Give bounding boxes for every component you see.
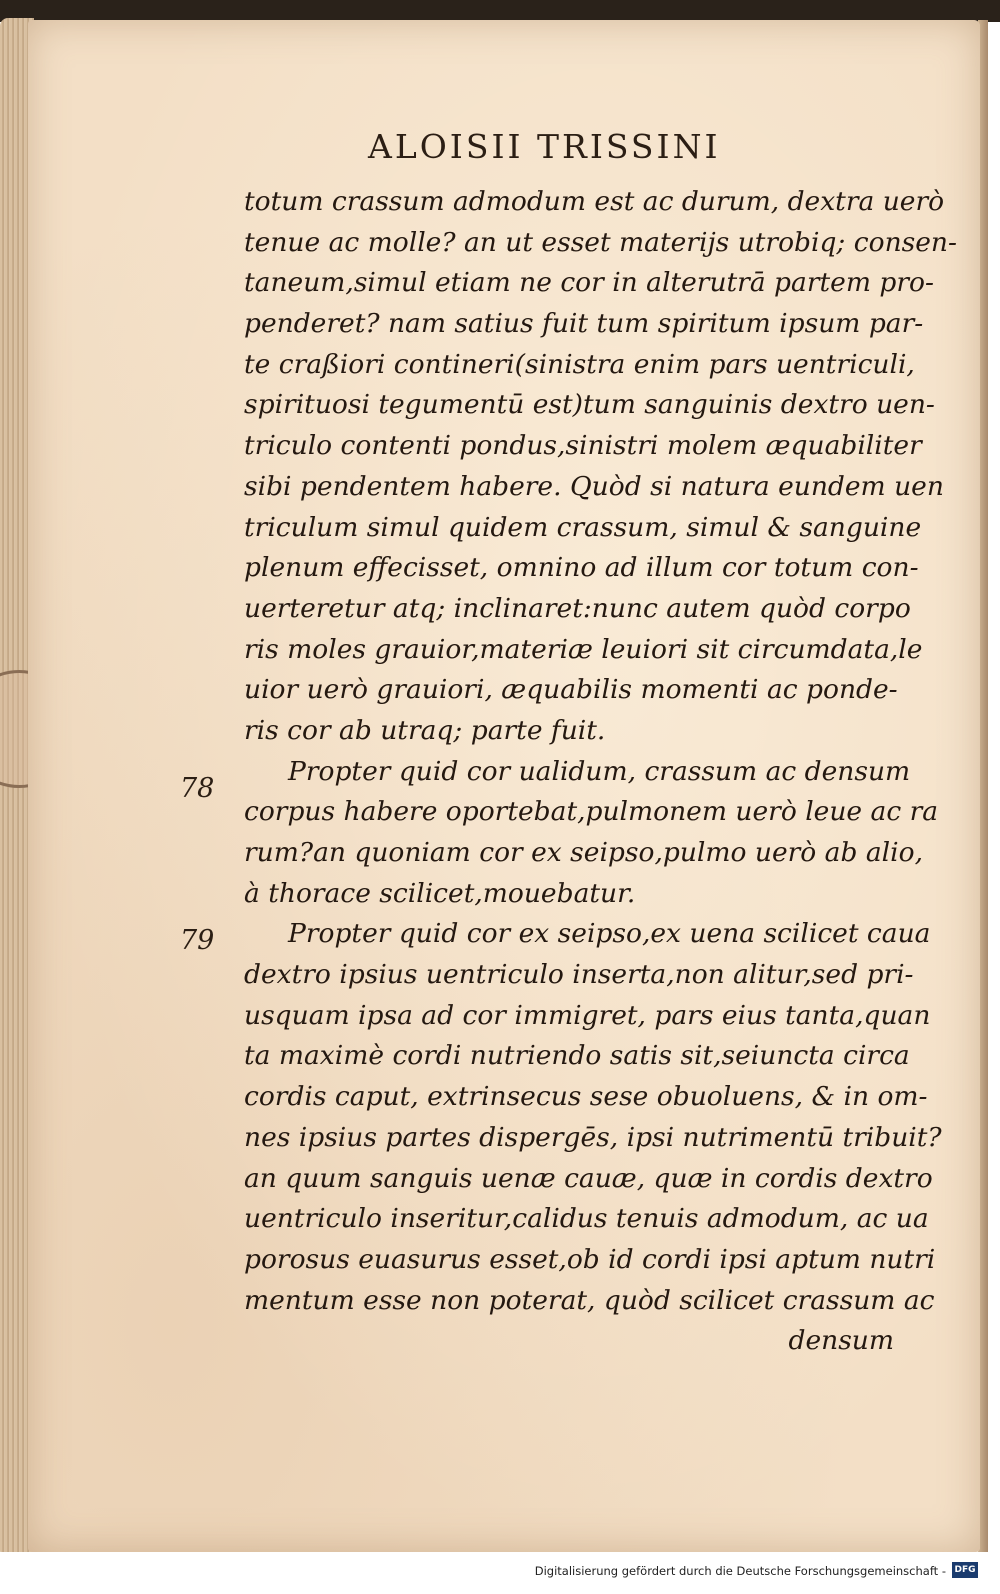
paragraph-start-78: Propter quid cor ualidum, crassum ac densum bbox=[288, 755, 911, 787]
text-line: cordis caput, extrinsecus sese obuoluens, & in om- bbox=[244, 1081, 928, 1113]
text-line: nes ipsius partes dispergēs, ipsi nutrimentū tribuit? bbox=[244, 1121, 942, 1153]
text-line: triculum simul quidem crassum, simul & sanguine bbox=[244, 511, 922, 543]
text-line: dextro ipsius uentriculo inserta,non alitur,sed pri- bbox=[244, 959, 914, 991]
text-line: totum crassum admodum est ac durum, dextra uerò bbox=[244, 186, 945, 217]
body-text bbox=[244, 182, 957, 1362]
text-line: spirituosi tegumentū est)tum sanguinis dextro uen- bbox=[244, 389, 935, 421]
text-line: an quum sanguis uenæ cauæ, quæ in cordis dextro bbox=[244, 1162, 933, 1194]
text-line: ta maximè cordi nutriendo satis sit,seiuncta circa bbox=[244, 1040, 910, 1072]
text-line: rum?an quoniam cor ex seipso,pulmo uerò ab alio, bbox=[244, 837, 923, 868]
text-line: à thorace scilicet,mouebatur. bbox=[244, 877, 636, 909]
footer-credit: Digitalisierung gefördert durch die Deutsche Forschungsgemeinschaft - bbox=[534, 1564, 946, 1578]
text-line: te craßiori contineri(sinistra enim pars uentriculi, bbox=[244, 348, 915, 380]
text-line: uentriculo inseritur,calidus tenuis admodum, ac ua bbox=[244, 1203, 929, 1235]
text-line: tenue ac molle? an ut esset materijs utrobiq; consen- bbox=[244, 226, 957, 258]
text-line: penderet? nam satius fuit tum spiritum ipsum par- bbox=[244, 308, 924, 340]
dfg-logo: DFG bbox=[952, 1562, 978, 1578]
text-line: usquam ipsa ad cor immigret, pars eius tanta,quan bbox=[244, 999, 931, 1031]
text-line: plenum effecisset, omnino ad illum cor totum con- bbox=[244, 552, 919, 584]
text-line: corpus habere oportebat,pulmonem uerò leue ac ra bbox=[244, 796, 939, 828]
scan-top-border bbox=[0, 0, 1000, 22]
margin-number-79: 79 bbox=[180, 925, 215, 956]
text-line: sibi pendentem habere. Quòd si natura eundem uen bbox=[244, 470, 944, 502]
text-line: ris cor ab utraq; parte fuit. bbox=[244, 714, 606, 746]
text-line: triculo contenti pondus,sinistri molem æquabiliter bbox=[244, 430, 922, 462]
text-line: taneum,simul etiam ne cor in alterutrā partem pro- bbox=[244, 267, 934, 299]
text-line: ris moles grauior,materiæ leuiori sit circumdata,le bbox=[244, 633, 923, 665]
margin-number-78: 78 bbox=[180, 773, 215, 804]
text-line: uior uerò grauiori, æquabilis momenti ac ponde- bbox=[244, 674, 898, 706]
text-line: uerteretur atq; inclinaret:nunc autem quòd corpo bbox=[244, 592, 911, 624]
catchword: densum bbox=[788, 1325, 894, 1357]
text-line: mentum esse non poterat, quòd scilicet crassum ac bbox=[244, 1284, 935, 1316]
running-head: ALOISII TRISSINI bbox=[368, 127, 721, 166]
text-line: porosus euasurus esset,ob id cordi ipsi aptum nutri bbox=[244, 1243, 936, 1275]
paragraph-start-79: Propter quid cor ex seipso,ex uena scilicet caua bbox=[288, 918, 931, 950]
